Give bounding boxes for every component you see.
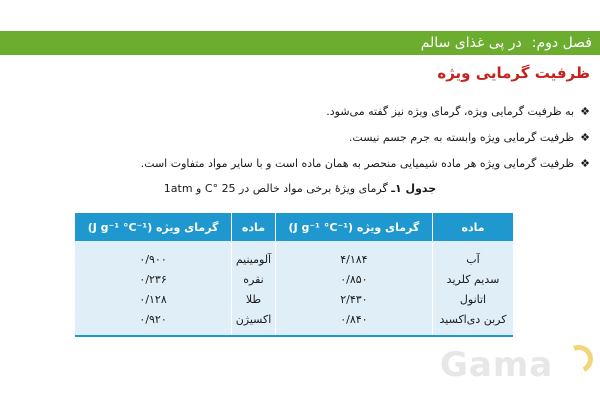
table-row (75, 309, 513, 336)
column-header-specific-heat: گرمای ویژه (J g⁻¹ °C⁻¹) (275, 213, 432, 241)
table-cell: ۰/۲۳۶ (139, 272, 167, 286)
table-cell: سدیم کلرید (433, 269, 513, 289)
chapter-header-bar (0, 31, 600, 55)
bullet-text: ظرفیت گرمایی ویژه هر ماده شیمیایی منحصر به همان ماده است و با سایر مواد متفاوت است. (140, 157, 575, 170)
diamond-bullet-icon: ❖ (580, 157, 590, 170)
table-row (75, 241, 513, 269)
chapter-label: فصل دوم: (531, 35, 592, 51)
table-cell: ۲/۴۳۰ (275, 289, 432, 309)
bullet-item (30, 151, 590, 177)
column-header-substance: ماده (433, 213, 513, 241)
gama-watermark-logo: Gama (440, 345, 554, 385)
table-cell: ۰/۱۲۸ (139, 292, 167, 306)
table-header-row (75, 213, 513, 241)
table-row (75, 269, 513, 289)
table-cell: طلا (232, 289, 276, 309)
table-row (75, 289, 513, 309)
bullet-item (30, 99, 590, 125)
table-cell: نقره (232, 269, 276, 289)
table-cell: کربن دی‌اکسید (433, 309, 513, 336)
bullet-text: به ظرفیت گرمایی ویژه، گرمای ویژه نیز گفته می‌شود. (326, 105, 575, 118)
column-header-specific-heat: گرمای ویژه (J g⁻¹ °C⁻¹) (75, 213, 232, 241)
table-caption-label: جدول ۱ـ (391, 182, 437, 195)
table-cell: ۰/۸۴۰ (275, 309, 432, 336)
table-cell: ۴/۱۸۴ (275, 241, 432, 269)
specific-heat-table (75, 213, 513, 337)
diamond-bullet-icon: ❖ (580, 131, 590, 144)
table-cell: اکسیژن (232, 309, 276, 336)
table-caption (140, 182, 460, 195)
section-title: ظرفیت گرمایی ویژه (437, 64, 590, 82)
table-cell: آب (433, 241, 513, 269)
table-cell: اتانول (433, 289, 513, 309)
table-cell: ۰/۹۰۰ (139, 252, 167, 266)
diamond-bullet-icon: ❖ (580, 105, 590, 118)
table-caption-text: گرمای ویژۀ برخی مواد خالص در 25 °C و 1atm (163, 182, 388, 195)
table-cell: آلومینیم (232, 241, 276, 269)
watermark-arc-icon (561, 341, 597, 377)
bullet-text: ظرفیت گرمایی ویژه وابسته به جرم جسم نیست. (348, 131, 575, 144)
chapter-title: در پی غذای سالم (420, 35, 522, 51)
bullet-list (30, 99, 590, 177)
bullet-item (30, 125, 590, 151)
column-header-substance: ماده (232, 213, 276, 241)
table-cell: ۰/۸۵۰ (275, 269, 432, 289)
table-cell: ۰/۹۲۰ (75, 309, 232, 336)
